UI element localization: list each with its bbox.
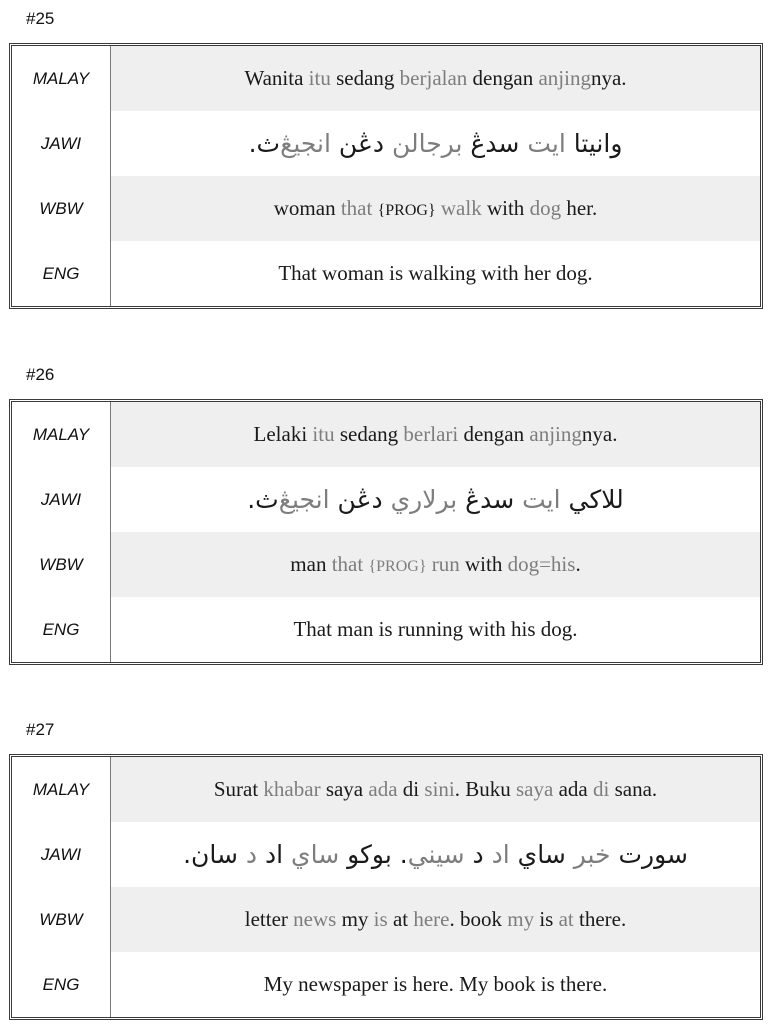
- sentence-word: nya.: [581, 422, 618, 446]
- sentence-word: ساي: [291, 840, 340, 869]
- sentence-word: anjing: [538, 66, 591, 90]
- sentence-word: للاكي: [560, 485, 624, 514]
- sentence-word: her.: [561, 196, 598, 220]
- sentence-word: with: [481, 196, 530, 220]
- sentence-word: my: [336, 907, 374, 931]
- sentence-word: dengan: [458, 422, 530, 446]
- row-label: JAWI: [12, 822, 111, 887]
- sentence-word: برلاري: [390, 485, 458, 514]
- row-wbw: [12, 532, 760, 597]
- sentence-eng: [111, 952, 760, 1017]
- row-label: MALAY: [12, 402, 111, 467]
- row-label: WBW: [12, 887, 111, 952]
- sentence-word: That woman is walking with her dog.: [278, 261, 593, 285]
- sentence-word: برجالن: [391, 129, 463, 158]
- row-malay: [12, 402, 760, 467]
- sentence-malay: [111, 46, 760, 111]
- sentence-word: sini: [424, 777, 455, 801]
- sentence-wbw: [111, 532, 760, 597]
- row-label: JAWI: [12, 111, 111, 176]
- sentence-jawi: [111, 467, 760, 532]
- sentence-word: at: [387, 907, 414, 931]
- sentence-word: dog: [529, 196, 562, 220]
- sentence-word: sana.: [609, 777, 658, 801]
- sentence-word: ث.: [247, 485, 279, 514]
- sentence-word: دڠن: [329, 485, 391, 514]
- sentence-eng: [111, 241, 760, 306]
- sentence-word: is: [373, 907, 388, 931]
- sentence-word: د: [245, 840, 258, 869]
- sentence-word: woman: [273, 196, 341, 220]
- row-jawi: [12, 111, 760, 176]
- sentence-word: my: [507, 907, 535, 931]
- row-malay: [12, 46, 760, 111]
- sentence-word: انجيڠ: [278, 485, 330, 514]
- row-label: MALAY: [12, 46, 111, 111]
- sentence-word: nya.: [590, 66, 627, 90]
- gloss-tag: {PROG}: [377, 202, 436, 219]
- sentence-word: That man is running with his dog.: [293, 617, 578, 641]
- sentence-word: Lelaki: [253, 422, 313, 446]
- gloss-table: [9, 399, 763, 665]
- sentence-word: سان.: [183, 840, 246, 869]
- sentence-word: itu: [312, 422, 335, 446]
- sentence-word: ساي: [509, 840, 574, 869]
- sentence-word: ايت: [522, 485, 561, 514]
- sentence-word: saya: [516, 777, 554, 801]
- sentence-jawi: [111, 822, 760, 887]
- sentence-word: is: [534, 907, 559, 931]
- sentence-word: انجيڠ: [280, 129, 331, 158]
- row-wbw: [12, 176, 760, 241]
- sentence-word: man: [290, 552, 332, 576]
- sentence-word: .: [575, 552, 581, 576]
- sentence-word: ada: [553, 777, 593, 801]
- sentence-word: سدڠ: [462, 129, 528, 158]
- row-label: WBW: [12, 176, 111, 241]
- sentence-word: Surat: [213, 777, 264, 801]
- sentence-word: letter: [244, 907, 294, 931]
- sentence-word: [368, 552, 426, 577]
- row-label: ENG: [12, 597, 111, 662]
- sentence-word: at: [558, 907, 574, 931]
- row-eng: [12, 952, 760, 1017]
- entry-number: #25: [26, 9, 55, 28]
- sentence-word: itu: [308, 66, 331, 90]
- entry-number: #26: [26, 365, 55, 384]
- sentence-word: that: [340, 196, 378, 220]
- row-eng: [12, 597, 760, 662]
- sentence-word: di: [397, 777, 425, 801]
- sentence-word: run: [426, 552, 460, 576]
- row-jawi: [12, 467, 760, 532]
- row-jawi: [12, 822, 760, 887]
- sentence-word: ث.: [248, 129, 281, 158]
- sentence-word: saya: [320, 777, 369, 801]
- sentence-word: khabar: [263, 777, 321, 801]
- sentence-word: سورت: [610, 840, 688, 869]
- sentence-word: dog=his: [507, 552, 576, 576]
- sentence-word: berlari: [403, 422, 459, 446]
- sentence-word: dengan: [467, 66, 539, 90]
- sentence-word: [378, 196, 436, 221]
- sentence-malay: [111, 757, 760, 822]
- gloss-table: [9, 43, 763, 309]
- sentence-word: anjing: [529, 422, 582, 446]
- sentence-wbw: [111, 176, 760, 241]
- sentence-word: وانيتا: [565, 129, 623, 158]
- sentence-word: that: [331, 552, 369, 576]
- sentence-word: د: [464, 840, 492, 869]
- sentence-word: walk: [435, 196, 482, 220]
- sentence-eng: [111, 597, 760, 662]
- sentence-word: here: [413, 907, 450, 931]
- gloss-table: [9, 754, 763, 1020]
- row-eng: [12, 241, 760, 306]
- sentence-word: سيني: [407, 840, 465, 869]
- sentence-malay: [111, 402, 760, 467]
- sentence-word: berjalan: [399, 66, 468, 90]
- sentence-word: خبر: [573, 840, 611, 869]
- sentence-word: . بوكو: [339, 840, 408, 869]
- row-malay: [12, 757, 760, 822]
- sentence-word: ايت: [527, 129, 566, 158]
- sentence-word: . Buku: [454, 777, 516, 801]
- sentence-word: ada: [368, 777, 398, 801]
- sentence-word: with: [459, 552, 508, 576]
- sentence-wbw: [111, 887, 760, 952]
- sentence-word: . book: [449, 907, 508, 931]
- row-label: JAWI: [12, 467, 111, 532]
- sentence-word: sedang: [330, 66, 400, 90]
- sentence-word: اد: [491, 840, 510, 869]
- row-wbw: [12, 887, 760, 952]
- row-label: WBW: [12, 532, 111, 597]
- row-label: MALAY: [12, 757, 111, 822]
- sentence-word: there.: [573, 907, 627, 931]
- sentence-word: di: [592, 777, 610, 801]
- row-label: ENG: [12, 241, 111, 306]
- sentence-word: Wanita: [244, 66, 309, 90]
- sentence-word: اد: [257, 840, 292, 869]
- gloss-tag: {PROG}: [368, 558, 427, 575]
- sentence-word: دڠن: [330, 129, 392, 158]
- sentence-word: sedang: [334, 422, 404, 446]
- row-label: ENG: [12, 952, 111, 1017]
- sentence-word: news: [293, 907, 337, 931]
- entry-number: #27: [26, 720, 55, 739]
- sentence-word: My newspaper is here. My book is there.: [263, 972, 608, 996]
- sentence-jawi: [111, 111, 760, 176]
- sentence-word: سدڠ: [457, 485, 523, 514]
